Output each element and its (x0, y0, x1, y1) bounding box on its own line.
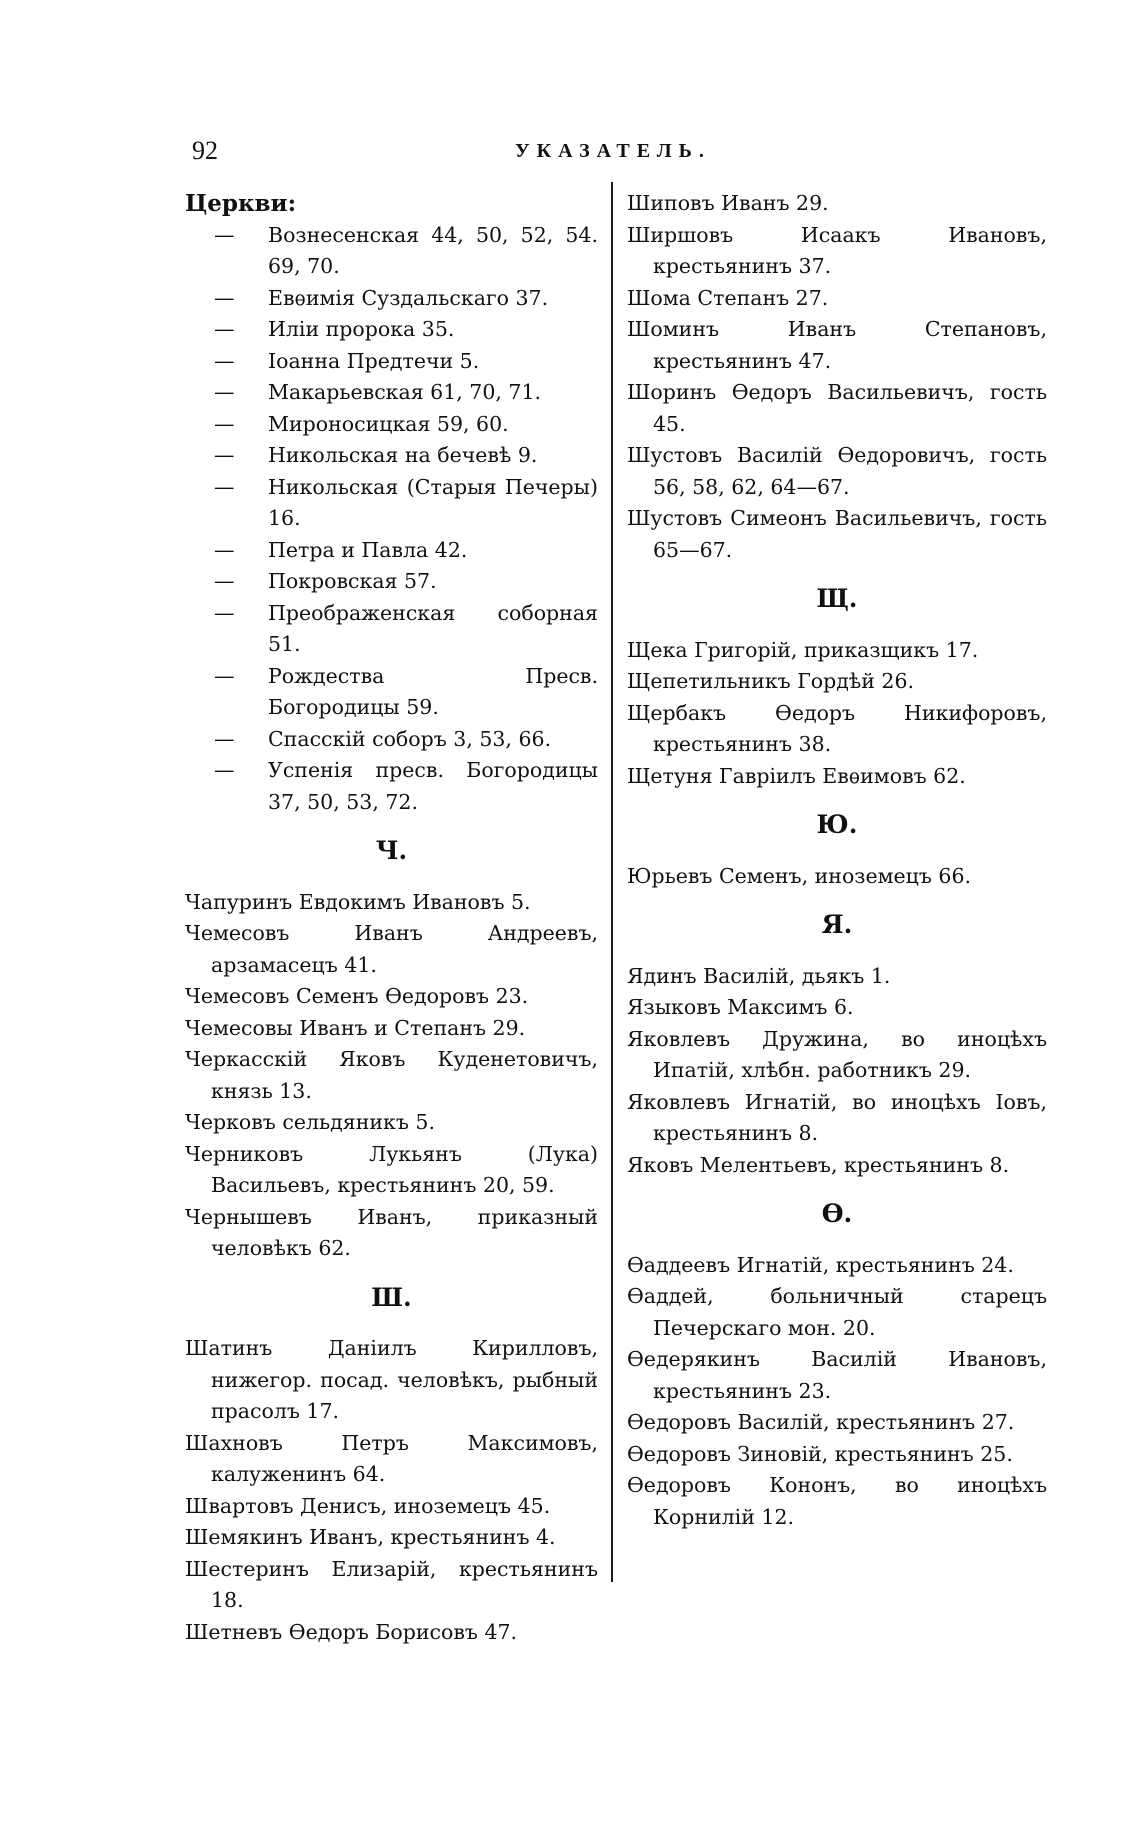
dash-mark: — (214, 285, 235, 310)
church-item (185, 535, 598, 567)
church-item-text: Вознесенская 44, 50, 52, 54. 69, 70. (268, 222, 598, 278)
church-list (185, 220, 598, 819)
index-entry: Чапуринъ Евдокимъ Ивановъ 5. (185, 889, 531, 914)
church-item-text: Иліи пророка 35. (268, 317, 455, 341)
dash-mark: — (214, 317, 235, 341)
church-item (185, 220, 598, 283)
right-column (627, 188, 1047, 1533)
index-entry: Яковъ Мелентьевъ, крестьянинъ 8. (627, 1152, 1010, 1177)
letter-heading-fita: Ѳ. (821, 1199, 853, 1228)
dash-mark: — (214, 222, 235, 247)
index-entry: Юрьевъ Семенъ, иноземецъ 66. (627, 863, 972, 888)
index-entry: Ѳедоровъ Зиновій, крестьянинъ 25. (627, 1441, 1013, 1466)
dash-mark: — (214, 443, 235, 467)
church-item-text: Успенія пресв. Богородицы 37, 50, 53, 72. (268, 758, 598, 814)
church-item (185, 724, 598, 756)
dash-mark: — (214, 474, 235, 499)
church-item (185, 598, 598, 661)
dash-mark: — (214, 758, 235, 782)
church-item (185, 283, 598, 315)
index-entry: Щетуня Гавріилъ Евѳимовъ 62. (627, 763, 966, 788)
index-entry: Швартовъ Денисъ, иноземецъ 45. (185, 1493, 551, 1518)
index-entry: Чемесовы Иванъ и Степанъ 29. (185, 1015, 526, 1040)
index-entry: Языковъ Максимъ 6. (627, 995, 854, 1019)
running-head: УКАЗАТЕЛЬ. (515, 140, 711, 162)
index-entry: Ѳаддей, больничный старецъ Печерскаго мон. 20. (627, 1284, 1047, 1340)
index-entry: Черниковъ Лукьянъ (Лука) Васильевъ, крестьянинъ 20, 59. (185, 1141, 598, 1197)
index-entry: Шатинъ Даніилъ Кирилловъ, нижегор. посад. человѣкъ, рыбный прасолъ 17. (185, 1336, 598, 1423)
church-item-text: Никольская (Старыя Печеры) 16. (268, 474, 598, 530)
church-item-text: Мироносицкая 59, 60. (268, 411, 509, 436)
church-item-text: Іоанна Предтечи 5. (268, 348, 480, 373)
dash-mark: — (214, 411, 235, 436)
index-entry: Шустовъ Василій Ѳедоровичъ, гость 56, 58, 62, 64—67. (627, 443, 1047, 499)
dash-mark: — (214, 726, 235, 751)
index-entry: Ѳедерякинъ Василій Ивановъ, крестьянинъ 23. (627, 1347, 1047, 1403)
letter-heading-ya: Я. (821, 910, 853, 939)
letter-heading-yu: Ю. (816, 810, 858, 839)
index-entry: Шоминъ Иванъ Степановъ, крестьянинъ 47. (627, 317, 1047, 373)
index-entry: Шестеринъ Елизарій, крестьянинъ 18. (185, 1556, 598, 1612)
index-entry: Ѳедоровъ Кононъ, во иноцѣхъ Корнилій 12. (627, 1473, 1047, 1529)
index-entry: Чемесовъ Иванъ Андреевъ, арзамасецъ 41. (185, 921, 598, 977)
church-item (185, 377, 598, 409)
church-item-text: Никольская на бечевѣ 9. (268, 443, 538, 467)
page-number: 92 (192, 136, 218, 165)
column-divider (611, 182, 613, 1582)
letter-heading-sh: Ш. (371, 1282, 412, 1312)
index-entry: Ѳаддеевъ Игнатій, крестьянинъ 24. (627, 1252, 1014, 1277)
section-title-churches: Церкви: (185, 190, 297, 217)
church-item-text: Преображенская соборная 51. (268, 600, 598, 656)
church-item-text: Спасскій соборъ 3, 53, 66. (268, 726, 552, 751)
index-entry: Яковлевъ Дружина, во иноцѣхъ Ипатій, хлѣбн. работникъ 29. (627, 1026, 1047, 1082)
church-item-text: Покровская 57. (268, 569, 437, 593)
index-entry: Щепетильникъ Гордѣй 26. (627, 669, 915, 693)
letter-heading-shch: Щ. (816, 584, 858, 613)
church-item-text: Евѳимія Суздальскаго 37. (268, 285, 549, 310)
church-item (185, 314, 598, 346)
church-item (185, 440, 598, 472)
index-entry: Ѳедоровъ Василій, крестьянинъ 27. (627, 1410, 1015, 1434)
index-entry: Шиповъ Иванъ 29. (627, 191, 829, 215)
left-column (185, 188, 598, 1648)
dash-mark: — (214, 348, 235, 373)
church-item (185, 755, 598, 818)
church-item (185, 472, 598, 535)
letter-heading-ch: Ч. (375, 836, 408, 865)
church-item-text: Макарьевская 61, 70, 71. (268, 380, 542, 404)
dash-mark: — (214, 537, 235, 562)
index-entry: Шахновъ Петръ Максимовъ, калуженинъ 64. (185, 1430, 598, 1486)
church-item (185, 409, 598, 441)
church-item (185, 346, 598, 378)
church-item (185, 661, 598, 724)
church-item (185, 566, 598, 598)
index-entry: Ядинъ Василій, дьякъ 1. (627, 963, 891, 988)
dash-mark: — (214, 663, 235, 688)
index-entry: Шоринъ Ѳедоръ Васильевичъ, гость 45. (627, 380, 1047, 436)
index-entry: Шустовъ Симеонъ Васильевичъ, гость 65—67. (627, 506, 1047, 562)
church-item-text: Рождества Пресв. Богородицы 59. (268, 663, 598, 719)
index-entry: Шемякинъ Иванъ, крестьянинъ 4. (185, 1525, 556, 1549)
dash-mark: — (214, 569, 235, 593)
index-entry: Щербакъ Ѳедоръ Никифоровъ, крестьянинъ 38. (627, 700, 1047, 756)
church-item-text: Петра и Павла 42. (268, 537, 468, 562)
index-entry: Шома Степанъ 27. (627, 285, 829, 310)
index-entry: Чемесовъ Семенъ Ѳедоровъ 23. (185, 984, 529, 1008)
dash-mark: — (214, 600, 235, 625)
index-entry: Черкасскій Яковъ Куденетовичъ, князь 13. (185, 1047, 598, 1103)
dash-mark: — (214, 380, 235, 404)
index-entry: Чернышевъ Иванъ, приказный человѣкъ 62. (185, 1204, 598, 1260)
index-entry: Яковлевъ Игнатій, во иноцѣхъ Іовъ, крестьянинъ 8. (627, 1089, 1047, 1145)
index-entry: Черковъ сельдяникъ 5. (185, 1110, 435, 1134)
index-entry: Шетневъ Ѳедоръ Борисовъ 47. (185, 1619, 518, 1644)
index-entry: Щека Григорій, приказщикъ 17. (627, 637, 979, 662)
index-entry: Ширшовъ Исаакъ Ивановъ, крестьянинъ 37. (627, 222, 1047, 278)
